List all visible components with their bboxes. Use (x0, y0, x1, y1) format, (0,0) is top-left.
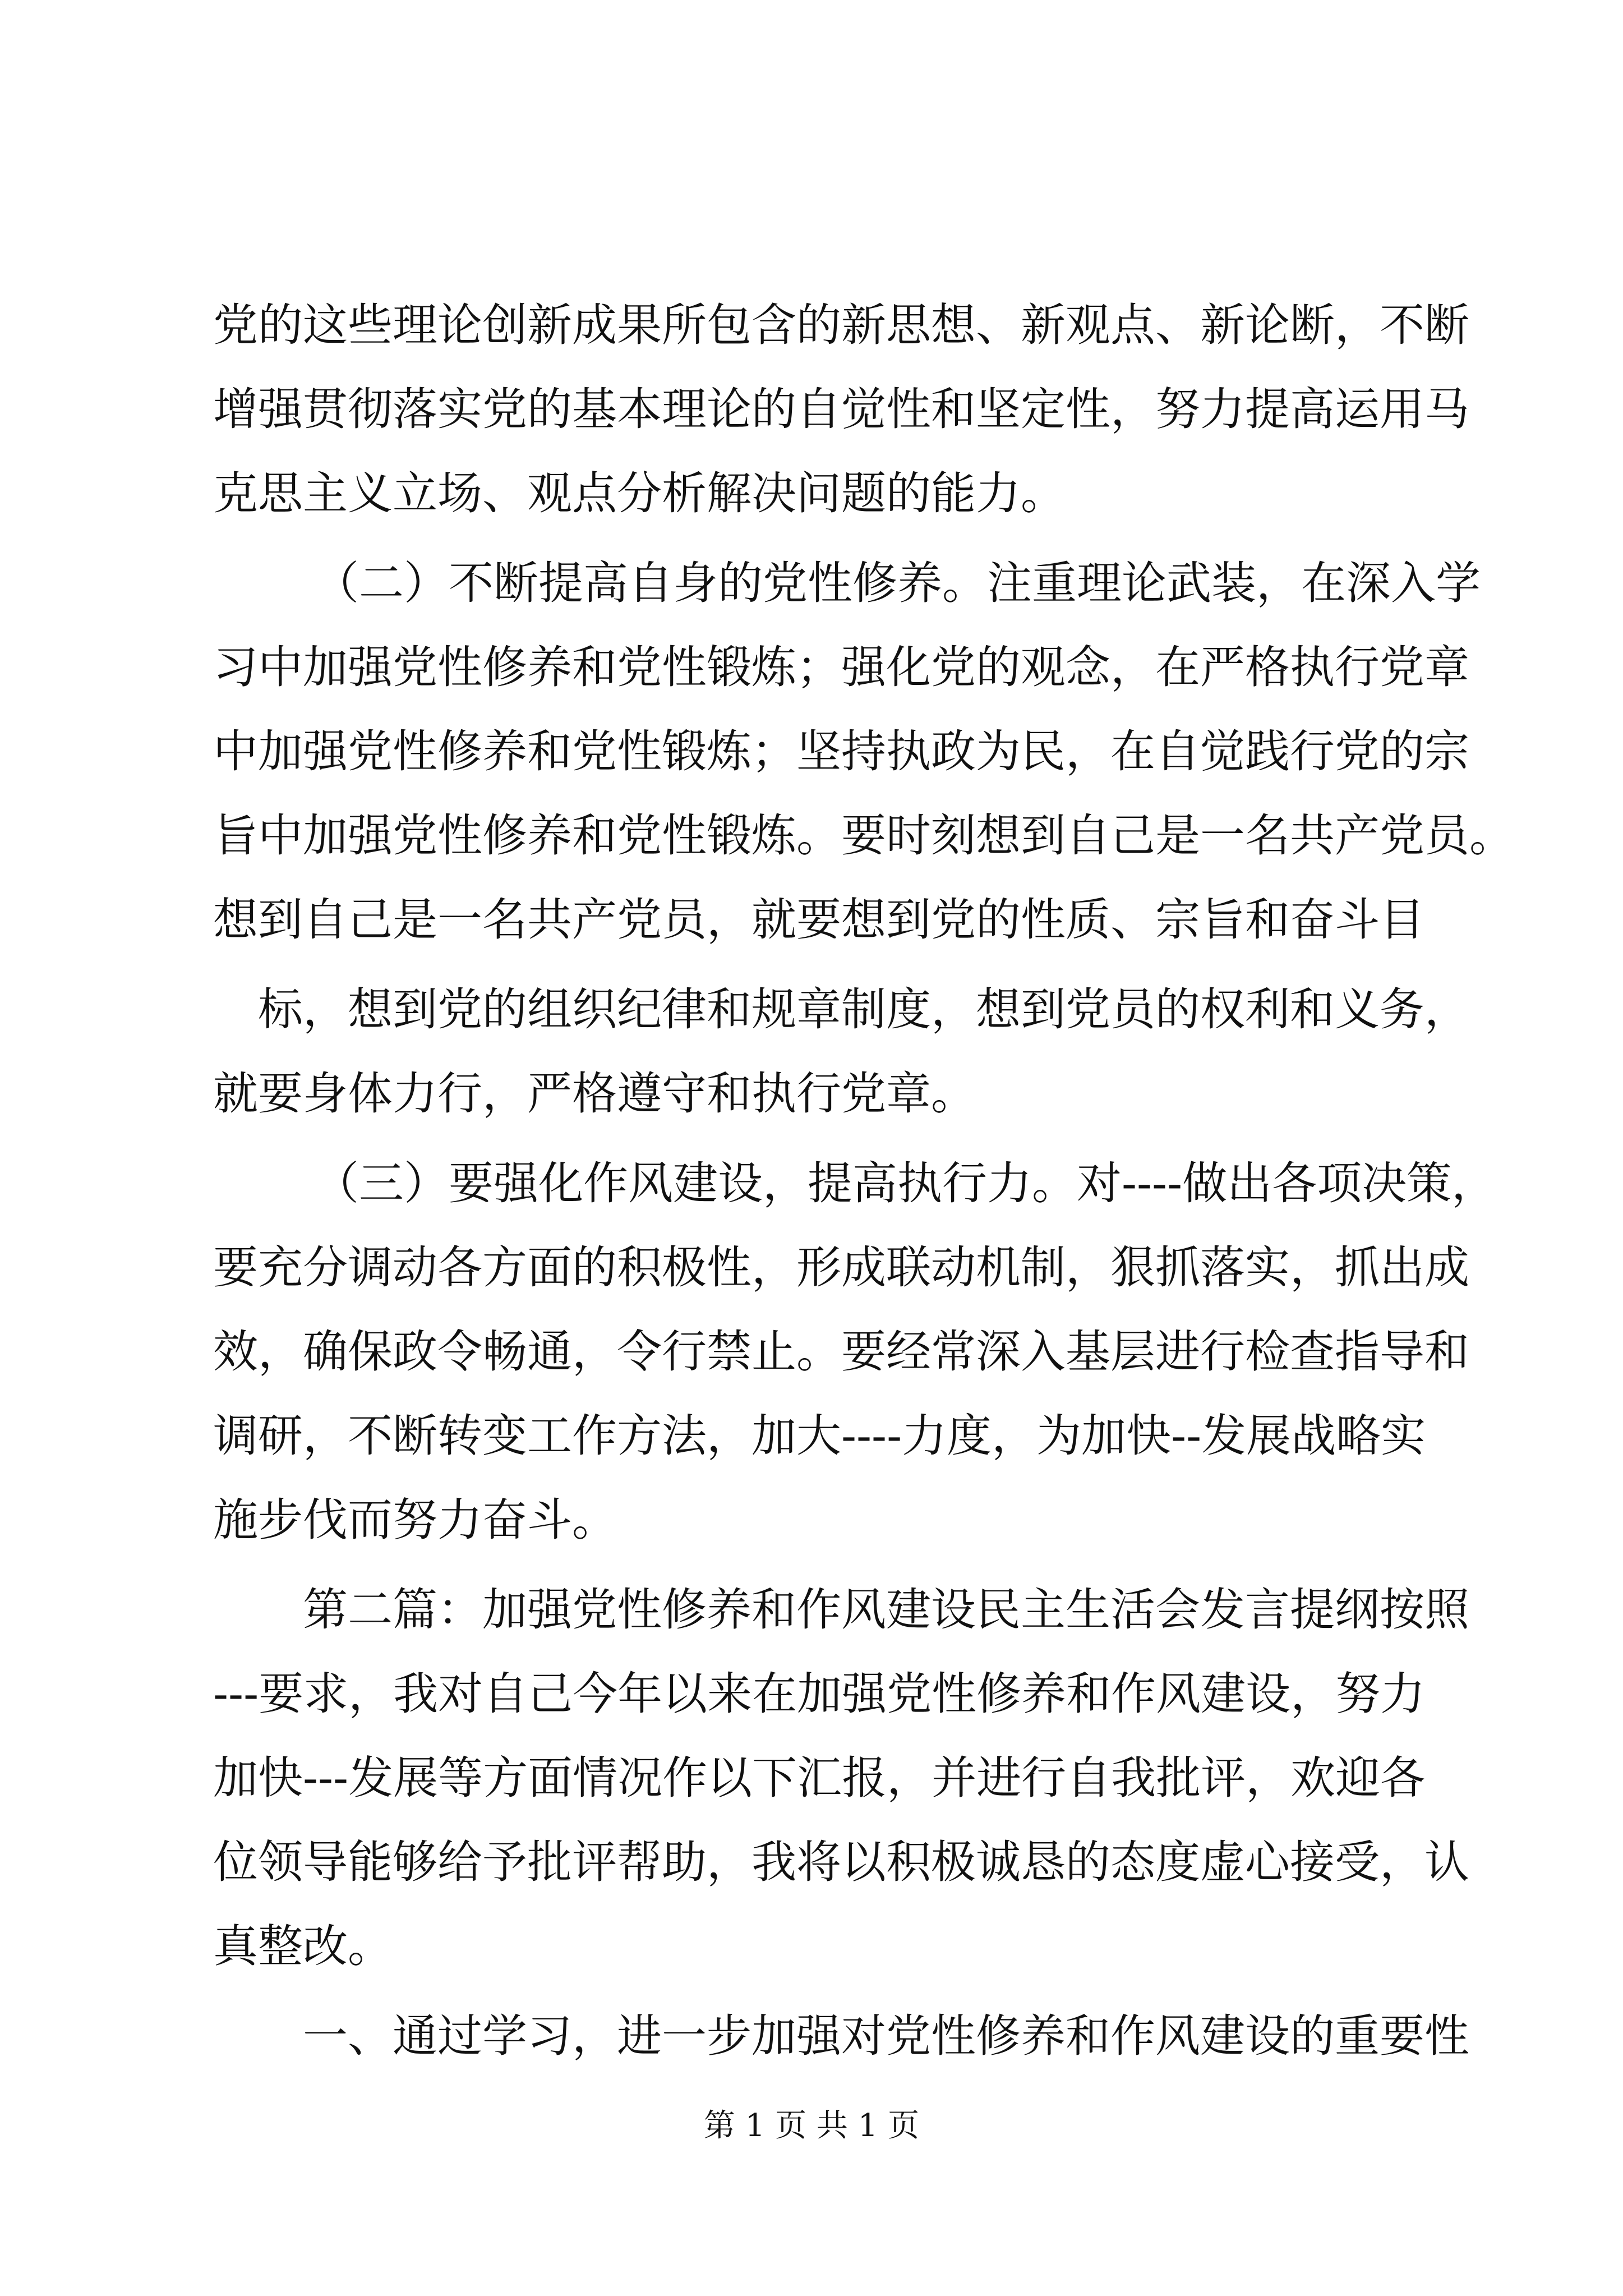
document-body (213, 283, 1514, 2078)
paragraph-line: 标，想到党的组织纪律和规章制度，想到党员的权利和义务， (258, 983, 1469, 1036)
paragraph-line: 想到自己是一名共产党员，就要想到党的性质、宗旨和奋斗目 (213, 894, 1424, 946)
paragraph-line: （三）要强化作风建设，提高执行力。对----做出各项决策， (314, 1157, 1497, 1209)
paragraph-line: 旨中加强党性修养和党性锻炼。要时刻想到自己是一名共产党员。 (213, 809, 1514, 862)
paragraph-line: 加快---发展等方面情况作以下汇报，并进行自我批评，欢迎各 (213, 1752, 1426, 1804)
paragraph-line: （二）不断提高自身的党性修养。注重理论武装，在深入学 (314, 557, 1481, 609)
paragraph-line: 效，确保政令畅通，令行禁止。要经常深入基层进行检查指导和 (213, 1326, 1469, 1378)
page-footer: 第 1 页 共 1 页 (703, 2108, 920, 2144)
paragraph-line: 一、通过学习，进一步加强对党性修养和作风建设的重要性 (303, 2010, 1469, 2062)
paragraph-line: ---要求，我对自己今年以来在加强党性修养和作风建设，努力 (213, 1668, 1426, 1720)
paragraph-line: 中加强党性修养和党性锻炼；坚持执政为民，在自觉践行党的宗 (213, 725, 1469, 777)
paragraph-line: 位领导能够给予批评帮助，我将以积极诚恳的态度虚心接受，认 (213, 1836, 1469, 1888)
paragraph-line: 真整改。 (213, 1920, 393, 1972)
paragraph-line: 增强贯彻落实党的基本理论的自觉性和坚定性，努力提高运用马 (213, 383, 1469, 435)
paragraph-line: 克思主义立场、观点分析解决问题的能力。 (213, 467, 1066, 519)
paragraph-line: 要充分调动各方面的积极性，形成联动机制，狠抓落实，抓出成 (213, 1241, 1469, 1294)
paragraph-line: 党的这些理论创新成果所包含的新思想、新观点、新论断，不断 (213, 299, 1469, 351)
paragraph-line: 调研，不断转变工作方法，加大----力度，为加快--发展战略实 (213, 1410, 1426, 1462)
paragraph-line: 就要身体力行，严格遵守和执行党章。 (213, 1068, 976, 1120)
paragraph-line: 习中加强党性修养和党性锻炼；强化党的观念，在严格执行党章 (213, 641, 1469, 693)
paragraph-line: 第二篇：加强党性修养和作风建设民主生活会发言提纲按照 (303, 1584, 1469, 1636)
paragraph-line: 施步伐而努力奋斗。 (213, 1494, 617, 1546)
